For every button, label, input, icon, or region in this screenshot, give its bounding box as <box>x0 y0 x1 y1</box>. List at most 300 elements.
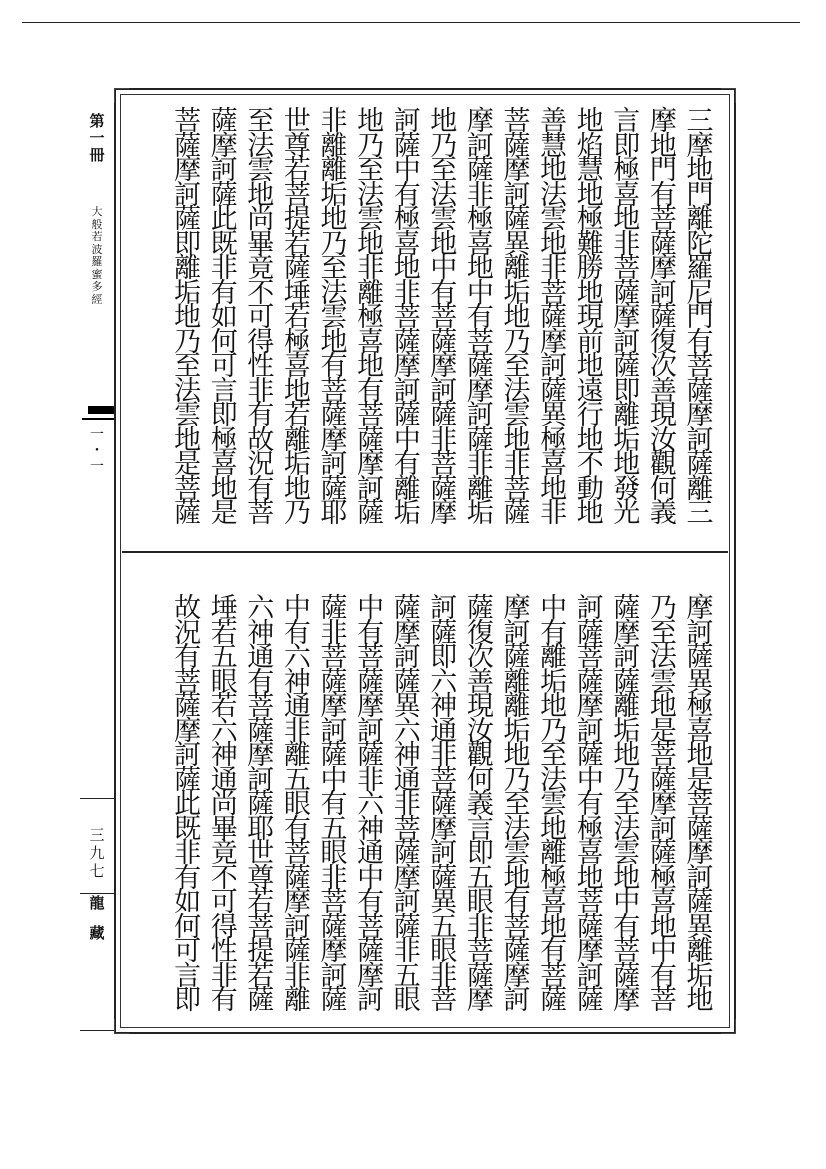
character: 次 <box>649 351 677 382</box>
character: 門 <box>686 179 714 211</box>
character: 訶 <box>576 960 604 992</box>
character: 薩 <box>393 911 421 943</box>
text-column <box>572 106 608 529</box>
character: 中 <box>393 424 421 456</box>
character: 摩 <box>430 498 458 529</box>
character: 六 <box>393 715 421 747</box>
character: 薩 <box>357 666 385 698</box>
character: 地 <box>430 228 458 260</box>
character: 菩 <box>613 936 641 967</box>
character: 地 <box>649 130 677 162</box>
text-column <box>536 593 572 1016</box>
character: 有 <box>247 666 275 698</box>
margin-char: 羅 <box>91 255 103 268</box>
character: 世 <box>247 838 275 869</box>
character: 摩 <box>466 106 494 137</box>
character: 訶 <box>247 764 275 796</box>
character: 摩 <box>503 960 531 992</box>
character: 有 <box>357 617 385 649</box>
character: 摩 <box>247 740 275 771</box>
character: 地 <box>503 302 531 333</box>
character: 訶 <box>576 593 604 624</box>
character: 離 <box>283 424 311 456</box>
character: 非 <box>320 617 348 649</box>
character: 菩 <box>430 985 458 1016</box>
character: 菩 <box>320 887 348 918</box>
margin-strip <box>80 88 114 1034</box>
character: 菩 <box>393 302 421 333</box>
character: 非 <box>393 277 421 309</box>
character: 有 <box>357 375 385 407</box>
character: 法 <box>174 375 202 407</box>
character: 故 <box>247 424 275 456</box>
character: 喜 <box>210 449 238 480</box>
character: 地 <box>613 449 641 480</box>
margin-char: 第 <box>89 112 105 130</box>
character: 中 <box>466 277 494 309</box>
character: 薩 <box>503 936 531 967</box>
margin-char: 蜜 <box>91 267 103 281</box>
character: 摩 <box>283 887 311 918</box>
character: 摩 <box>210 130 238 162</box>
character: 喜 <box>576 838 604 869</box>
character: 地 <box>613 204 641 235</box>
character: 菩 <box>430 449 458 480</box>
character: 極 <box>576 813 604 845</box>
character: 訶 <box>430 838 458 869</box>
margin-char: 七 <box>89 862 105 880</box>
character: 訶 <box>357 715 385 747</box>
text-column <box>645 106 681 529</box>
page-top-rule <box>22 22 800 23</box>
character: 離 <box>357 277 385 309</box>
character: 薩 <box>686 642 714 673</box>
text-column <box>206 593 242 1016</box>
character: 異 <box>393 691 421 722</box>
character: 不 <box>247 277 275 309</box>
character: 言 <box>613 106 641 137</box>
character: 慧 <box>540 130 568 162</box>
character: 訶 <box>320 449 348 480</box>
text-column <box>462 106 498 529</box>
character: 通 <box>283 691 311 722</box>
character: 義 <box>466 789 494 820</box>
character: 摩 <box>320 424 348 456</box>
character: 中 <box>576 764 604 796</box>
character: 雲 <box>540 204 568 235</box>
text-column <box>316 106 352 529</box>
character: 五 <box>210 642 238 673</box>
text-column <box>279 106 315 529</box>
character: 法 <box>430 179 458 211</box>
character: 摩 <box>686 838 714 869</box>
character: 既 <box>174 813 202 845</box>
character: 訶 <box>283 911 311 943</box>
character: 地 <box>686 155 714 186</box>
character: 訶 <box>174 179 202 211</box>
character: 既 <box>210 228 238 260</box>
character: 竟 <box>247 253 275 284</box>
character: 異 <box>503 228 531 260</box>
character: 地 <box>174 424 202 456</box>
character: 有 <box>320 351 348 382</box>
character: 有 <box>503 887 531 918</box>
character: 地 <box>649 691 677 722</box>
character: 中 <box>357 593 385 624</box>
character: 現 <box>649 400 677 431</box>
character: 地 <box>576 862 604 894</box>
character: 有 <box>174 862 202 894</box>
character: 現 <box>466 691 494 722</box>
character: 薩 <box>503 642 531 673</box>
character: 垢 <box>393 498 421 529</box>
character: 尚 <box>247 204 275 235</box>
character: 耶 <box>320 498 348 529</box>
character: 法 <box>649 642 677 673</box>
text-column <box>243 106 279 529</box>
character: 地 <box>540 911 568 943</box>
character: 五 <box>320 813 348 845</box>
character: 門 <box>649 155 677 186</box>
character: 訶 <box>357 985 385 1016</box>
character: 發 <box>613 473 641 505</box>
character: 摩 <box>466 985 494 1016</box>
character: 言 <box>174 960 202 992</box>
character: 提 <box>247 936 275 967</box>
character: 訶 <box>649 277 677 309</box>
character: 垢 <box>686 960 714 992</box>
character: 地 <box>540 155 568 186</box>
character: 性 <box>247 351 275 382</box>
character: 薩 <box>576 911 604 943</box>
character: 是 <box>174 449 202 480</box>
character: 摩 <box>613 985 641 1016</box>
margin-char: 波 <box>91 242 103 256</box>
character: 非 <box>357 764 385 796</box>
character: 非 <box>430 740 458 771</box>
character: 畢 <box>210 813 238 845</box>
margin-char: 三 <box>89 826 105 844</box>
character: 尊 <box>283 130 311 162</box>
character: 薩 <box>686 887 714 918</box>
character: 有 <box>357 887 385 918</box>
character: 薩 <box>613 666 641 698</box>
character: 薩 <box>247 715 275 747</box>
text-column <box>243 593 279 1016</box>
character: 即 <box>466 838 494 869</box>
character: 至 <box>174 351 202 382</box>
margin-rule <box>80 798 114 799</box>
character: 有 <box>540 617 568 649</box>
character: 言 <box>210 375 238 407</box>
character: 地 <box>503 424 531 456</box>
character: 故 <box>174 593 202 624</box>
character: 神 <box>283 666 311 698</box>
character: 乃 <box>283 498 311 529</box>
character: 有 <box>430 277 458 309</box>
character: 有 <box>283 813 311 845</box>
character: 何 <box>210 326 238 358</box>
character: 眼 <box>393 985 421 1016</box>
character: 薩 <box>466 351 494 382</box>
character: 喜 <box>649 887 677 918</box>
character: 喜 <box>686 715 714 747</box>
character: 提 <box>283 204 311 235</box>
character: 薩 <box>540 985 568 1016</box>
character: 喜 <box>540 449 568 480</box>
character: 訶 <box>503 985 531 1016</box>
character: 尊 <box>247 862 275 894</box>
character: 雲 <box>357 204 385 235</box>
character: 離 <box>686 936 714 967</box>
character: 菩 <box>247 691 275 722</box>
character: 善 <box>540 106 568 137</box>
character: 地 <box>649 911 677 943</box>
margin-char: 一 <box>90 459 104 475</box>
character: 非 <box>466 449 494 480</box>
character: 不 <box>210 862 238 894</box>
character: 垢 <box>503 277 531 309</box>
character: 離 <box>503 666 531 698</box>
character: 有 <box>247 473 275 505</box>
character: 得 <box>247 326 275 358</box>
character: 行 <box>576 400 604 431</box>
character: 薩 <box>430 789 458 820</box>
character: 地 <box>576 277 604 309</box>
character: 摩 <box>466 375 494 407</box>
character: 光 <box>613 498 641 529</box>
margin-char: 藏 <box>89 924 105 942</box>
character: 薩 <box>283 862 311 894</box>
character: 訶 <box>686 424 714 456</box>
section-number <box>80 428 114 476</box>
character: 地 <box>247 179 275 211</box>
character: 至 <box>613 789 641 820</box>
character: 極 <box>393 204 421 235</box>
character: 薩 <box>649 228 677 260</box>
character: 薩 <box>430 473 458 505</box>
character: 地 <box>174 302 202 333</box>
character: 薩 <box>393 326 421 358</box>
character: 薩 <box>320 593 348 624</box>
margin-char: 冊 <box>89 146 105 164</box>
character: 極 <box>210 424 238 456</box>
character: 訶 <box>613 326 641 358</box>
text-column <box>462 593 498 1016</box>
margin-char: 一 <box>90 427 104 443</box>
character: 地 <box>576 498 604 529</box>
character: 六 <box>247 593 275 624</box>
character: 法 <box>503 813 531 845</box>
character: 薩 <box>686 449 714 480</box>
character: 菩 <box>357 400 385 431</box>
character: 薩 <box>466 960 494 992</box>
character: 離 <box>686 473 714 505</box>
character: 摩 <box>503 593 531 624</box>
character: 摩 <box>357 960 385 992</box>
character: 有 <box>210 277 238 309</box>
character: 薩 <box>503 130 531 162</box>
character: 非 <box>466 911 494 943</box>
register-divider <box>122 551 728 553</box>
margin-rule <box>80 1030 114 1031</box>
character: 薩 <box>357 740 385 771</box>
character: 中 <box>649 936 677 967</box>
character: 地 <box>210 473 238 505</box>
character: 離 <box>283 985 311 1016</box>
character: 尼 <box>686 277 714 309</box>
character: 薩 <box>430 617 458 649</box>
character: 即 <box>430 642 458 673</box>
character: 汝 <box>466 715 494 747</box>
character: 菩 <box>649 204 677 235</box>
text-column <box>170 593 206 1016</box>
character: 神 <box>430 691 458 722</box>
character: 至 <box>649 617 677 649</box>
character: 薩 <box>649 764 677 796</box>
character: 即 <box>613 375 641 407</box>
character: 薩 <box>466 155 494 186</box>
character: 非 <box>320 862 348 894</box>
character: 乃 <box>320 228 348 260</box>
character: 喜 <box>466 228 494 260</box>
character: 菩 <box>540 960 568 992</box>
character: 菩 <box>174 473 202 505</box>
character: 埵 <box>210 593 238 624</box>
character: 況 <box>174 617 202 649</box>
character: 摩 <box>430 813 458 845</box>
character: 雲 <box>174 400 202 431</box>
character: 五 <box>393 960 421 992</box>
text-column <box>206 106 242 529</box>
character: 非 <box>174 838 202 869</box>
character: 焰 <box>576 130 604 162</box>
character: 薩 <box>576 617 604 649</box>
margin-char: ・ <box>90 443 104 459</box>
text-column <box>316 593 352 1016</box>
character: 非 <box>210 960 238 992</box>
character: 菩 <box>466 326 494 358</box>
character: 菩 <box>613 253 641 284</box>
character: 薩 <box>174 130 202 162</box>
character: 摩 <box>540 326 568 358</box>
character: 地 <box>503 740 531 771</box>
character: 雲 <box>320 302 348 333</box>
character: 菩 <box>320 375 348 407</box>
margin-rule <box>82 418 114 420</box>
character: 摩 <box>320 936 348 967</box>
character: 地 <box>540 813 568 845</box>
character: 離 <box>320 130 348 162</box>
character: 五 <box>283 764 311 796</box>
character: 地 <box>686 985 714 1016</box>
character: 菩 <box>686 789 714 820</box>
character: 地 <box>430 106 458 137</box>
character: 薩 <box>210 179 238 211</box>
character: 菩 <box>247 498 275 529</box>
page-number <box>80 828 114 882</box>
character: 菩 <box>576 642 604 673</box>
character: 訶 <box>503 179 531 211</box>
character: 遠 <box>576 375 604 407</box>
character: 摩 <box>686 130 714 162</box>
character: 極 <box>466 204 494 235</box>
character: 五 <box>430 911 458 943</box>
character: 法 <box>320 277 348 309</box>
character: 訶 <box>466 400 494 431</box>
character: 乃 <box>174 326 202 358</box>
text-column <box>499 106 535 529</box>
character: 至 <box>503 351 531 382</box>
character: 極 <box>540 424 568 456</box>
character: 有 <box>649 960 677 992</box>
character: 畢 <box>247 228 275 260</box>
character: 得 <box>210 911 238 943</box>
character: 乃 <box>649 593 677 624</box>
character: 是 <box>210 498 238 529</box>
character: 乃 <box>503 764 531 796</box>
margin-char: 九 <box>89 844 105 862</box>
character: 摩 <box>174 715 202 747</box>
character: 離 <box>174 253 202 284</box>
character: 若 <box>283 228 311 260</box>
character: 世 <box>283 106 311 137</box>
character: 有 <box>540 936 568 967</box>
character: 訶 <box>393 887 421 918</box>
character: 至 <box>540 740 568 771</box>
character: 六 <box>357 789 385 820</box>
text-column <box>645 593 681 1016</box>
character: 薩 <box>283 253 311 284</box>
character: 復 <box>466 617 494 649</box>
character: 薩 <box>174 764 202 796</box>
character: 若 <box>283 400 311 431</box>
character: 神 <box>357 813 385 845</box>
character: 至 <box>357 155 385 186</box>
character: 薩 <box>686 813 714 845</box>
character: 況 <box>247 449 275 480</box>
character: 至 <box>430 155 458 186</box>
character: 極 <box>540 862 568 894</box>
character: 摩 <box>174 155 202 186</box>
corner-ornament <box>721 88 736 103</box>
character: 法 <box>357 179 385 211</box>
character: 訶 <box>174 740 202 771</box>
character: 非 <box>430 424 458 456</box>
character: 非 <box>283 715 311 747</box>
character: 非 <box>357 253 385 284</box>
character: 通 <box>430 715 458 747</box>
margin-char: 龍 <box>89 894 105 912</box>
character: 喜 <box>393 228 421 260</box>
character: 三 <box>686 106 714 137</box>
character: 薩 <box>576 740 604 771</box>
text-column <box>609 593 645 1016</box>
character: 門 <box>686 302 714 333</box>
character: 垢 <box>503 715 531 747</box>
character: 中 <box>393 155 421 186</box>
character: 離 <box>283 740 311 771</box>
character: 法 <box>540 764 568 796</box>
character: 異 <box>686 911 714 943</box>
character: 若 <box>283 302 311 333</box>
character: 薩 <box>649 838 677 869</box>
character: 陀 <box>686 228 714 260</box>
character: 此 <box>174 789 202 820</box>
character: 是 <box>686 764 714 796</box>
character: 慧 <box>576 155 604 186</box>
character: 有 <box>247 400 275 431</box>
